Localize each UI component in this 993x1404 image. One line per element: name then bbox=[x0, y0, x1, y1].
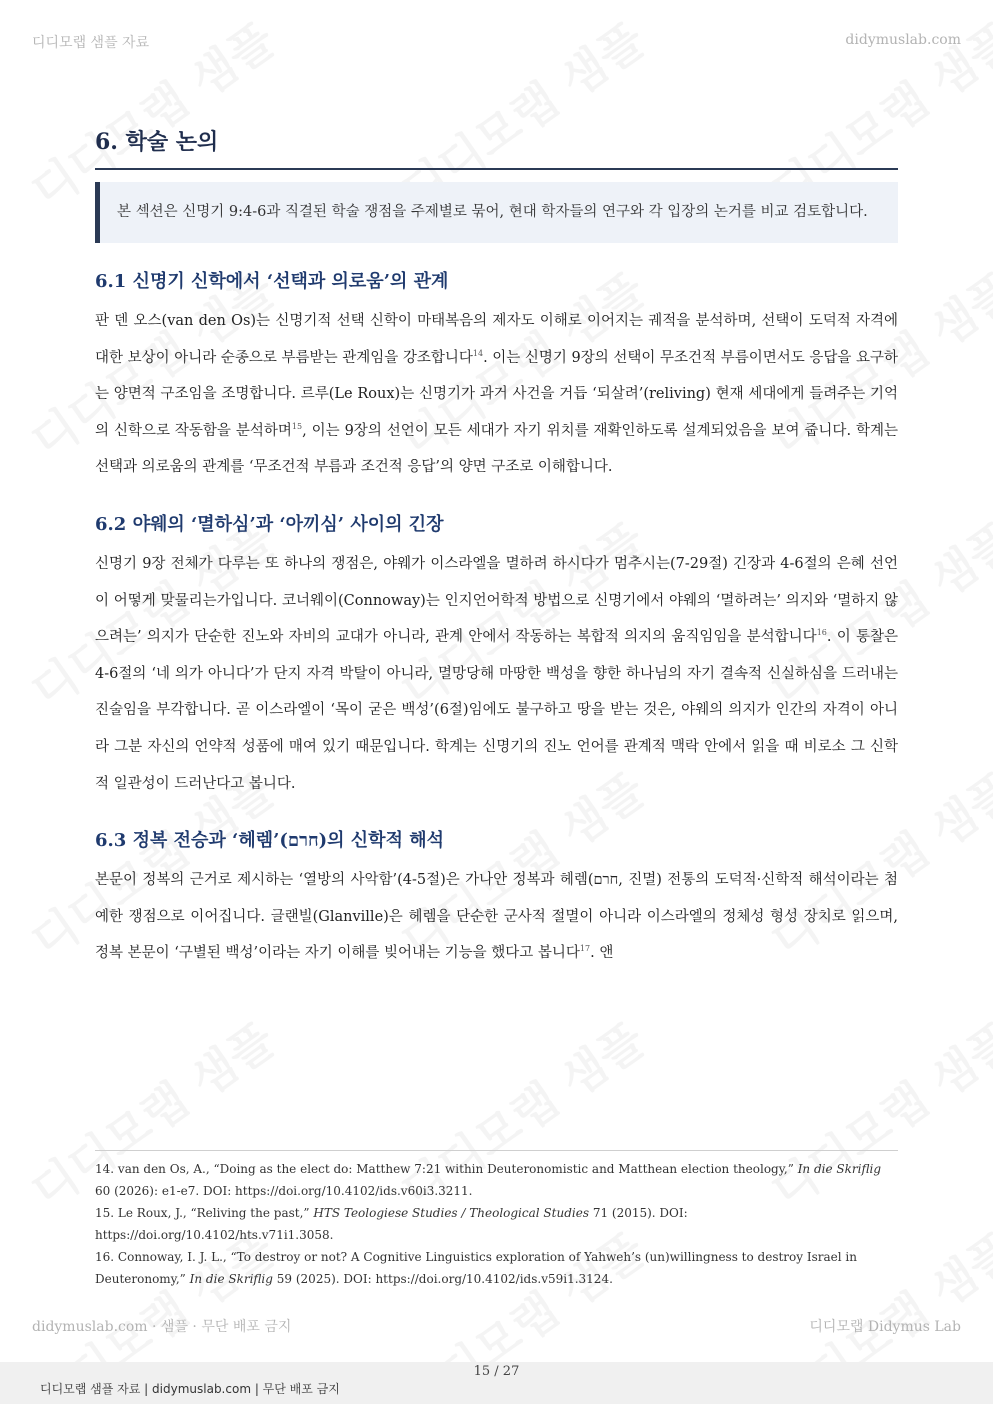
page-number: 15 / 27 bbox=[473, 1364, 520, 1379]
footnote-doi: 59 (2025). DOI: https://doi.org/10.4102/ids.v59i1.3124. bbox=[276, 1272, 613, 1286]
paragraph-text: 판 덴 오스(van den Os)는 신명기적 선택 신학이 마태복음의 제자도 이해로 이어지는 궤적을 분석하며, 선택이 도덕적 자격에 대한 보상이 아니라 순종으로 부름받는 관계임을 강조합니다 bbox=[95, 313, 898, 366]
footnote-journal: HTS Teologiese Studies / Theological Studies bbox=[313, 1206, 589, 1220]
footnote-number: 15. bbox=[95, 1206, 115, 1220]
footnote-ref[interactable]: 14 bbox=[472, 348, 484, 358]
footnote-item bbox=[95, 1202, 898, 1246]
footnote-ref[interactable]: 17 bbox=[579, 944, 591, 954]
footnote-number: 14. bbox=[95, 1162, 115, 1176]
subsection-paragraph bbox=[95, 862, 898, 972]
footnote-item bbox=[95, 1158, 898, 1202]
bottom-right-mark: 디디모랩 Didymus Lab bbox=[809, 1319, 961, 1335]
subsection-heading: 6.1 신명기 신학에서 ‘선택과 의로움’의 관계 bbox=[95, 271, 449, 292]
footnote-ref[interactable]: 16 bbox=[816, 628, 827, 638]
bottom-left-mark: didymuslab.com · 샘플 · 무단 배포 금지 bbox=[32, 1319, 292, 1335]
subsection-paragraph bbox=[95, 546, 898, 802]
header-right-mark: didymuslab.com bbox=[845, 32, 961, 48]
footnote-citation: van den Os, A., “Doing as the elect do: Matthew 7:21 within Deuteronomistic and Matthean election theology,” bbox=[117, 1162, 794, 1176]
paragraph-text: , 이는 9장의 선언이 모든 세대가 자기 위치를 재확인하도록 설계되었음을 보여 줍니다. 학계는 선택과 의로움의 관계를 ‘무조건적 부름과 조건적 응답’의 양면 구조로 이해합니다. bbox=[95, 422, 899, 476]
footnote-item bbox=[95, 1246, 898, 1290]
footnote-citation: Connoway, I. J. L., “To destroy or not? A Cognitive Linguistics exploration of Yahweh’s (un)willingness to destroy Israel in Deuteronomy,” bbox=[95, 1250, 857, 1286]
subsection-paragraph bbox=[95, 303, 898, 486]
subsection-heading: 6.2 야웨의 ‘멸하심’과 ‘아끼심’ 사이의 긴장 bbox=[95, 513, 444, 535]
footnotes bbox=[95, 1150, 898, 1290]
paragraph-text: . 앤 bbox=[590, 945, 614, 962]
footer-text: 디디모랩 샘플 자료 | didymuslab.com | 무단 배포 금지 bbox=[40, 1382, 340, 1396]
subsection-heading: 6.3 정복 전승과 ‘헤렘’(חרם)의 신학적 해석 bbox=[95, 830, 445, 852]
section-title: 6. 학술 논의 bbox=[95, 125, 898, 170]
footnote-doi: 71 (2015). DOI: https://doi.org/10.4102/hts.v71i1.3058. bbox=[95, 1206, 688, 1242]
header-left-mark: 디디모랩 샘플 자료 bbox=[32, 35, 150, 51]
intro-callout: 본 섹션은 신명기 9:4-6과 직결된 학술 쟁점을 주제별로 묶어, 현대 학자들의 연구와 각 입장의 논거를 비교 검토합니다. bbox=[95, 182, 898, 243]
page-content bbox=[95, 125, 898, 972]
footnote-ref[interactable]: 15 bbox=[291, 421, 303, 431]
paragraph-text: 신명기 9장 전체가 다루는 또 하나의 쟁점은, 야웨가 이스라엘을 멸하려 하시다가 멈추시는(7-29절) 긴장과 4-6절의 은혜 선언이 어떻게 맞물리는가입니다. 코너웨이(Connoway)는 인지언어학적 방법으로 신명기에서 야웨의 ‘멸하려는’ 의지와 ‘멸하지 않으려는’ 의지가 단순한 진노와 자비의 교대가 아니라, 관계 안에서 작동하는 복합적 의지의 움직임임을 분석합니다 bbox=[95, 555, 898, 646]
footnote-journal: In die Skriflig bbox=[797, 1162, 881, 1176]
paragraph-text: . 이는 신명기 9장의 선택이 무조건적 부름이면서도 응답을 요구하는 양면적 구조임을 조명합니다. 르루(Le Roux)는 신명기가 과거 사건을 거듭 ‘되살려’(reliving) 현재 세대에게 들려주는 기억의 신학으로 작동함을 분석하며 bbox=[95, 349, 899, 439]
footnote-doi: 60 (2026): e1-e7. DOI: https://doi.org/10.4102/ids.v60i3.3211. bbox=[95, 1184, 473, 1198]
footnote-number: 16. bbox=[95, 1250, 115, 1264]
paragraph-text: 본문이 정복의 근거로 제시하는 ‘열방의 사악함’(4-5절)은 가나안 정복과 헤렘(חרם, 진멸) 전통의 도덕적·신학적 해석이라는 첨예한 쟁점으로 이어집니다. 글랜빌(Glanville)은 헤렘을 단순한 군사적 절멸이 아니라 이스라엘의 정체성 형성 장치로 읽으며, 정복 본문이 ‘구별된 백성’이라는 자기 이해를 빚어내는 기능을 했다고 봅니다 bbox=[95, 872, 898, 962]
footnote-journal: In die Skriflig bbox=[189, 1272, 273, 1286]
footnote-citation: Le Roux, J., “Reliving the past,” bbox=[117, 1206, 310, 1220]
paragraph-text: . 이 통찰은 4-6절의 ‘네 의가 아니다’가 단지 자격 박탈이 아니라, 멸망당해 마땅한 백성을 향한 하나님의 자기 결속적 신실하심을 드러내는 진술임을 부각합니다. 곧 이스라엘이 ‘목이 굳은 백성’(6절)임에도 불구하고 땅을 받는 것은, 야웨의 의지가 인간의 자격이 아니라 그분 자신의 언약적 성품에 매여 있기 때문입니다. 학계는 신명기의 진노 언어를 관계적 맥락 안에서 읽을 때 비로소 그 신학적 일관성이 드러난다고 봅니다. bbox=[95, 629, 898, 792]
